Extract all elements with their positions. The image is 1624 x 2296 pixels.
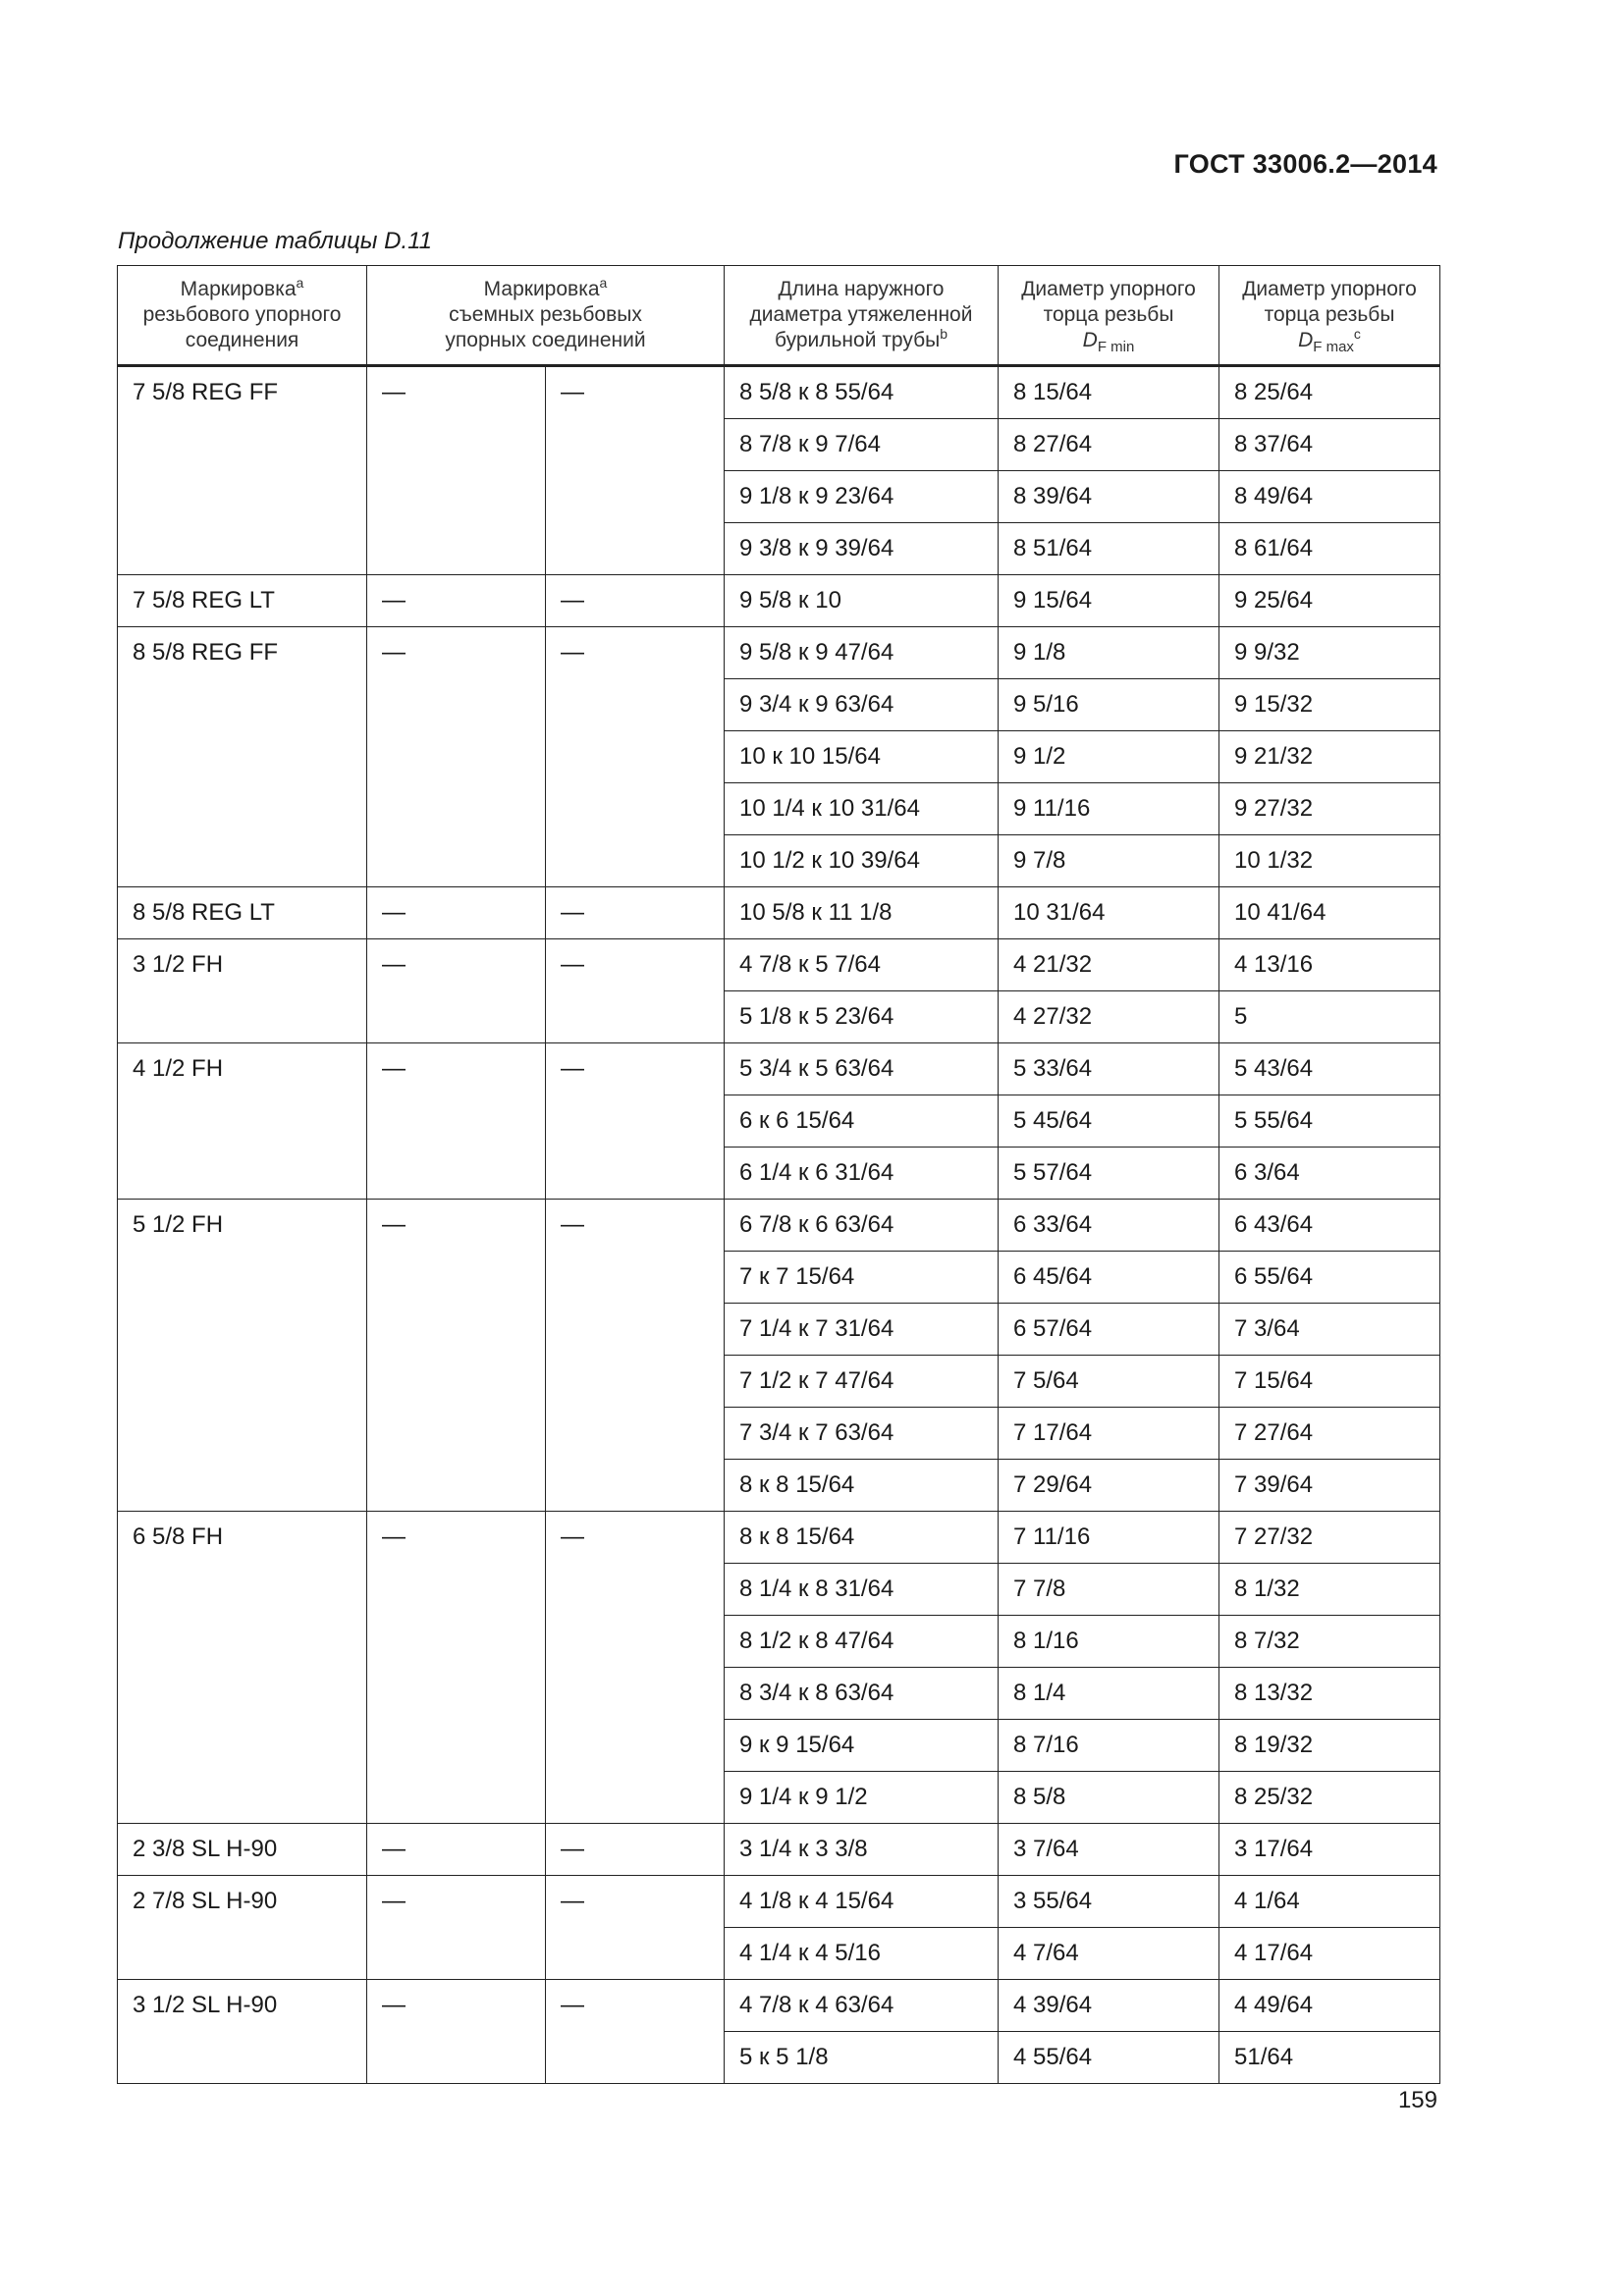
df-min-cell: 9 7/8 (999, 835, 1219, 887)
removable-connection-cell: — (546, 1200, 725, 1512)
df-min-cell: 9 1/2 (999, 731, 1219, 783)
length-cell: 10 к 10 15/64 (725, 731, 999, 783)
df-min-cell: 6 33/64 (999, 1200, 1219, 1252)
df-min-cell: 9 1/8 (999, 627, 1219, 679)
df-min-cell: 3 7/64 (999, 1824, 1219, 1876)
connection-name-cell: 2 7/8 SL H-90 (118, 1876, 367, 1980)
df-min-cell: 6 57/64 (999, 1304, 1219, 1356)
removable-connection-cell: — (546, 939, 725, 1043)
length-cell: 9 3/8 к 9 39/64 (725, 523, 999, 575)
df-min-cell: 7 11/16 (999, 1512, 1219, 1564)
removable-connection-cell: — (367, 1876, 546, 1980)
length-cell: 8 7/8 к 9 7/64 (725, 419, 999, 471)
length-cell: 9 1/4 к 9 1/2 (725, 1772, 999, 1824)
df-min-cell: 4 55/64 (999, 2032, 1219, 2084)
length-cell: 7 1/4 к 7 31/64 (725, 1304, 999, 1356)
df-min-cell: 7 5/64 (999, 1356, 1219, 1408)
removable-connection-cell: — (546, 1876, 725, 1980)
header-outer-diameter-length: Длина наружного диаметра утяжеленной бурильной трубы$^b$ (725, 266, 999, 366)
length-cell: 5 к 5 1/8 (725, 2032, 999, 2084)
removable-connection-cell: — (546, 575, 725, 627)
df-min-cell: 4 39/64 (999, 1980, 1219, 2032)
df-max-cell: 8 25/32 (1219, 1772, 1440, 1824)
length-cell: 8 к 8 15/64 (725, 1512, 999, 1564)
removable-connection-cell: — (367, 575, 546, 627)
table-row (118, 1824, 1440, 1876)
df-min-cell: 7 29/64 (999, 1460, 1219, 1512)
df-max-cell: 5 (1219, 991, 1440, 1043)
removable-connection-cell: — (367, 1980, 546, 2084)
df-max-cell: 9 25/64 (1219, 575, 1440, 627)
df-max-cell: 6 55/64 (1219, 1252, 1440, 1304)
table-row (118, 1980, 1440, 2032)
df-max-cell: 10 41/64 (1219, 887, 1440, 939)
df-min-cell: 5 57/64 (999, 1148, 1219, 1200)
removable-connection-cell: — (546, 1824, 725, 1876)
length-cell: 8 1/2 к 8 47/64 (725, 1616, 999, 1668)
df-min-cell: 8 15/64 (999, 366, 1219, 419)
df-max-cell: 9 9/32 (1219, 627, 1440, 679)
connection-name-cell: 3 1/2 SL H-90 (118, 1980, 367, 2084)
table-row (118, 887, 1440, 939)
length-cell: 5 3/4 к 5 63/64 (725, 1043, 999, 1095)
length-cell: 8 к 8 15/64 (725, 1460, 999, 1512)
df-min-cell: 8 1/4 (999, 1668, 1219, 1720)
length-cell: 10 1/4 к 10 31/64 (725, 783, 999, 835)
length-cell: 4 7/8 к 5 7/64 (725, 939, 999, 991)
df-min-cell: 9 5/16 (999, 679, 1219, 731)
df-min-cell: 3 55/64 (999, 1876, 1219, 1928)
connection-name-cell: 5 1/2 FH (118, 1200, 367, 1512)
length-cell: 6 1/4 к 6 31/64 (725, 1148, 999, 1200)
connection-name-cell: 3 1/2 FH (118, 939, 367, 1043)
df-min-cell: 7 7/8 (999, 1564, 1219, 1616)
df-max-cell: 4 1/64 (1219, 1876, 1440, 1928)
df-max-cell: 7 27/64 (1219, 1408, 1440, 1460)
df-min-cell: 8 1/16 (999, 1616, 1219, 1668)
df-min-cell: 8 51/64 (999, 523, 1219, 575)
df-min-cell: 9 11/16 (999, 783, 1219, 835)
df-max-cell: 6 43/64 (1219, 1200, 1440, 1252)
df-max-cell: 5 43/64 (1219, 1043, 1440, 1095)
document-code: ГОСТ 33006.2—2014 (1173, 149, 1437, 179)
table-row (118, 575, 1440, 627)
df-max-cell: 4 17/64 (1219, 1928, 1440, 1980)
length-cell: 9 к 9 15/64 (725, 1720, 999, 1772)
connection-name-cell: 7 5/8 REG FF (118, 366, 367, 575)
connection-name-cell: 8 5/8 REG FF (118, 627, 367, 887)
length-cell: 9 1/8 к 9 23/64 (725, 471, 999, 523)
removable-connection-cell: — (367, 1824, 546, 1876)
length-cell: 10 1/2 к 10 39/64 (725, 835, 999, 887)
connection-name-cell: 6 5/8 FH (118, 1512, 367, 1824)
removable-connection-cell: — (367, 366, 546, 575)
page-number: 159 (1397, 2087, 1437, 2113)
df-min-cell: 7 17/64 (999, 1408, 1219, 1460)
removable-connection-cell: — (546, 887, 725, 939)
connection-name-cell: 7 5/8 REG LT (118, 575, 367, 627)
header-removable-connections: Маркировка$^a$ съемных резьбовых упорных соединений (367, 266, 725, 366)
removable-connection-cell: — (367, 939, 546, 1043)
df-max-cell: 8 37/64 (1219, 419, 1440, 471)
removable-connection-cell: — (546, 1980, 725, 2084)
header-thread-connection: Маркировка$^a$ резьбового упорного соединения (118, 266, 367, 366)
df-max-cell: 6 3/64 (1219, 1148, 1440, 1200)
df-max-cell: 10 1/32 (1219, 835, 1440, 887)
removable-connection-cell: — (546, 1512, 725, 1824)
df-max-cell: 8 25/64 (1219, 366, 1440, 419)
table-row (118, 1512, 1440, 1564)
header-row (118, 266, 1440, 366)
length-cell: 4 7/8 к 4 63/64 (725, 1980, 999, 2032)
df-max-cell: 51/64 (1219, 2032, 1440, 2084)
df-max-cell: 8 7/32 (1219, 1616, 1440, 1668)
removable-connection-cell: — (367, 1043, 546, 1200)
df-max-cell: 8 61/64 (1219, 523, 1440, 575)
length-cell: 6 к 6 15/64 (725, 1095, 999, 1148)
df-min-cell: 6 45/64 (999, 1252, 1219, 1304)
df-min-cell: 5 45/64 (999, 1095, 1219, 1148)
length-cell: 7 1/2 к 7 47/64 (725, 1356, 999, 1408)
df-max-cell: 9 21/32 (1219, 731, 1440, 783)
removable-connection-cell: — (546, 1043, 725, 1200)
df-max-cell: 5 55/64 (1219, 1095, 1440, 1148)
df-min-cell: 8 27/64 (999, 419, 1219, 471)
length-cell: 6 7/8 к 6 63/64 (725, 1200, 999, 1252)
length-cell: 4 1/4 к 4 5/16 (725, 1928, 999, 1980)
df-min-cell: 8 7/16 (999, 1720, 1219, 1772)
removable-connection-cell: — (546, 627, 725, 887)
df-max-cell: 7 39/64 (1219, 1460, 1440, 1512)
df-max-cell: 8 13/32 (1219, 1668, 1440, 1720)
df-min-cell: 8 5/8 (999, 1772, 1219, 1824)
df-max-cell: 8 49/64 (1219, 471, 1440, 523)
df-min-cell: 5 33/64 (999, 1043, 1219, 1095)
length-cell: 8 1/4 к 8 31/64 (725, 1564, 999, 1616)
df-min-cell: 9 15/64 (999, 575, 1219, 627)
connection-name-cell: 8 5/8 REG LT (118, 887, 367, 939)
df-max-cell: 7 27/32 (1219, 1512, 1440, 1564)
data-table (117, 265, 1440, 2084)
df-min-cell: 4 7/64 (999, 1928, 1219, 1980)
table-row (118, 1876, 1440, 1928)
removable-connection-cell: — (367, 1512, 546, 1824)
df-min-cell: 10 31/64 (999, 887, 1219, 939)
removable-connection-cell: — (367, 1200, 546, 1512)
table-row (118, 1043, 1440, 1095)
length-cell: 9 3/4 к 9 63/64 (725, 679, 999, 731)
length-cell: 8 5/8 к 8 55/64 (725, 366, 999, 419)
table-row (118, 366, 1440, 419)
table-row (118, 627, 1440, 679)
connection-name-cell: 4 1/2 FH (118, 1043, 367, 1200)
length-cell: 7 к 7 15/64 (725, 1252, 999, 1304)
length-cell: 5 1/8 к 5 23/64 (725, 991, 999, 1043)
df-max-cell: 9 27/32 (1219, 783, 1440, 835)
df-max-cell: 4 13/16 (1219, 939, 1440, 991)
df-max-cell: 9 15/32 (1219, 679, 1440, 731)
df-max-cell: 8 1/32 (1219, 1564, 1440, 1616)
df-min-cell: 8 39/64 (999, 471, 1219, 523)
length-cell: 9 5/8 к 9 47/64 (725, 627, 999, 679)
df-max-cell: 8 19/32 (1219, 1720, 1440, 1772)
df-max-cell: 4 49/64 (1219, 1980, 1440, 2032)
length-cell: 8 3/4 к 8 63/64 (725, 1668, 999, 1720)
length-cell: 10 5/8 к 11 1/8 (725, 887, 999, 939)
length-cell: 7 3/4 к 7 63/64 (725, 1408, 999, 1460)
removable-connection-cell: — (367, 887, 546, 939)
df-max-cell: 7 15/64 (1219, 1356, 1440, 1408)
length-cell: 3 1/4 к 3 3/8 (725, 1824, 999, 1876)
removable-connection-cell: — (367, 627, 546, 887)
length-cell: 4 1/8 к 4 15/64 (725, 1876, 999, 1928)
table-body (118, 366, 1440, 2084)
header-df-min: Диаметр упорного торца резьбы $D_{F min}$ (999, 266, 1219, 366)
table-caption: Продолжение таблицы D.11 (118, 228, 433, 254)
header-df-max: Диаметр упорного торца резьбы $D_{F max}^c$ (1219, 266, 1440, 366)
df-max-cell: 3 17/64 (1219, 1824, 1440, 1876)
df-min-cell: 4 27/32 (999, 991, 1219, 1043)
df-min-cell: 4 21/32 (999, 939, 1219, 991)
table-row (118, 939, 1440, 991)
df-max-cell: 7 3/64 (1219, 1304, 1440, 1356)
length-cell: 9 5/8 к 10 (725, 575, 999, 627)
table-row (118, 1200, 1440, 1252)
connection-name-cell: 2 3/8 SL H-90 (118, 1824, 367, 1876)
removable-connection-cell: — (546, 366, 725, 575)
